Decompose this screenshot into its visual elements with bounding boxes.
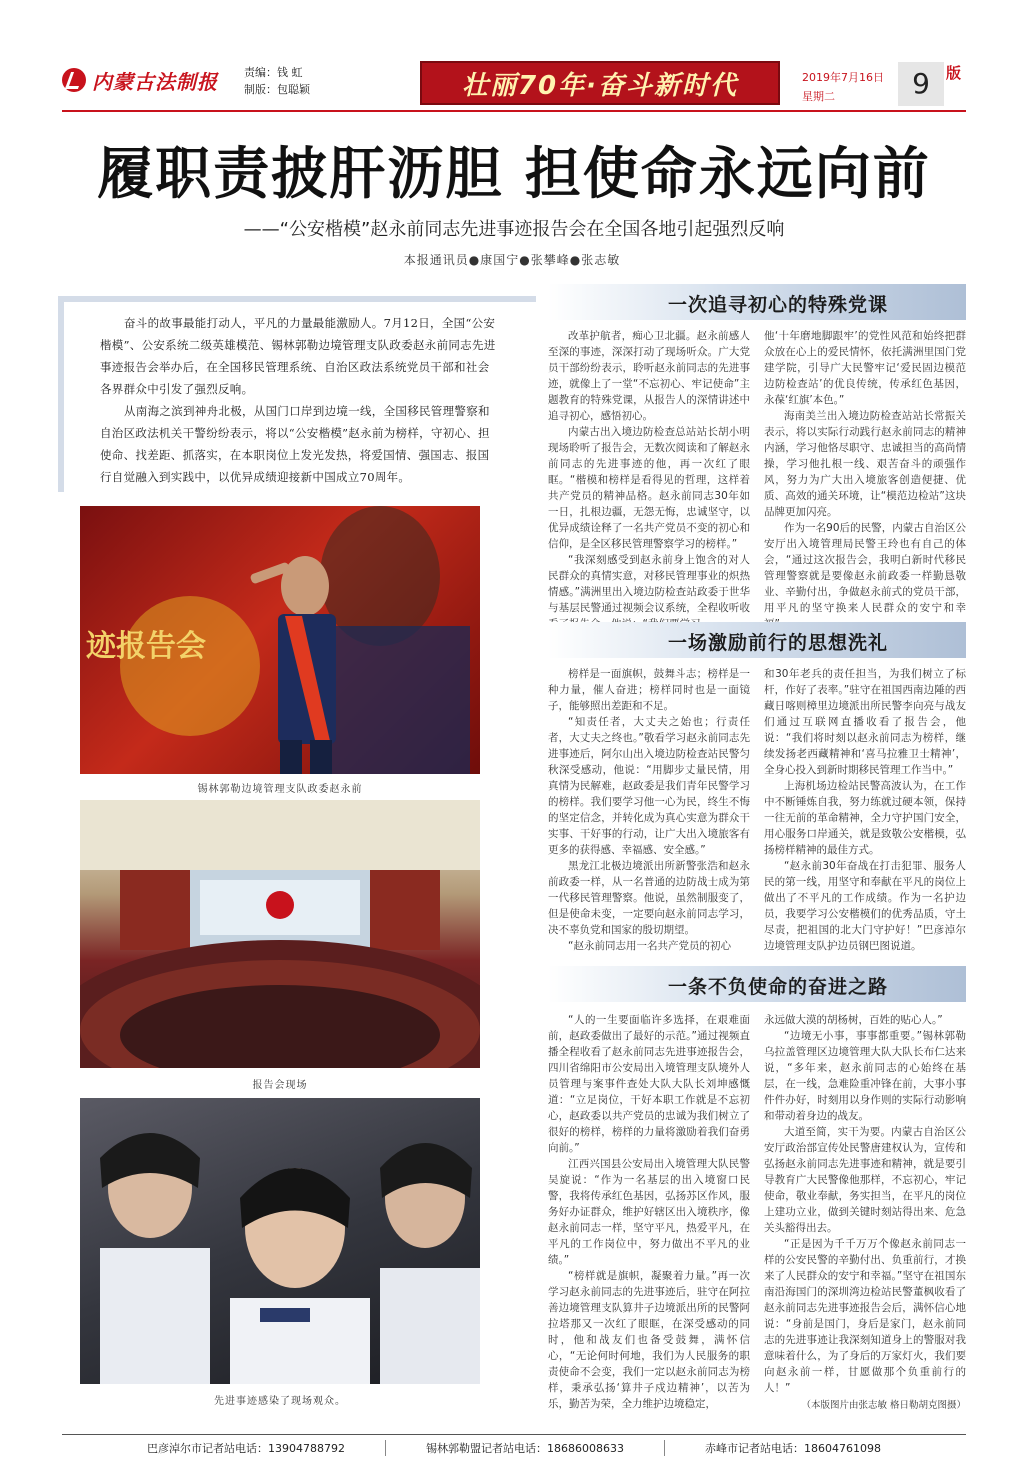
footer-separator <box>664 1440 665 1456</box>
footer-divider <box>62 1434 966 1435</box>
section-column <box>548 328 750 632</box>
page-label: 版 <box>946 64 962 82</box>
paragraph: 永远做大漠的胡杨树，百姓的贴心人。” <box>764 1014 943 1026</box>
paragraph: 改革护航者，痴心卫北疆。赵永前感人至深的事迹，深深打动了现场听众。广大党员干部纷纷表示，聆听赵永前同志的先进事迹，就像上了一堂“不忘初心、牢记使命”主题教育的特殊党课，从报告人的深情讲述中追寻初心，感悟初心。 <box>548 330 750 422</box>
photo-caption: 先进事迹感染了现场观众。 <box>214 1396 346 1407</box>
section-header <box>548 284 966 320</box>
editor-name: 责编：钱 虹 <box>244 66 303 79</box>
paragraph: “边境无小事，事事都重要。”锡林郭勒乌拉盖管理区边境管理大队大队长布仁达来说，“多年来，赵永前同志的心始终在基层，在一线，急难险重冲锋在前，大事小事件件办好，时刻用以身作则的实际行动影响和带动着身边的战友。 <box>764 1030 966 1122</box>
section-title: 一场激励前行的思想洗礼 <box>667 632 888 654</box>
photo-auditorium-illustration <box>80 800 480 1068</box>
photo-audience <box>80 1098 480 1384</box>
paragraph: 江西兴国县公安局出入境管理大队民警吴旋说：“作为一名基层的出入境窗口民警，我将传承红色基因，弘扬苏区作风，服务好办证群众，维护好辖区出入境秩序，像赵永前同志一样，坚守平凡，热爱平凡，在平凡的工作岗位中，努力做出不平凡的业绩。” <box>548 1158 750 1266</box>
section-column <box>764 666 966 954</box>
footer-contact: 赤峰市记者站电话：18604761098 <box>704 1442 881 1455</box>
issue-date-block <box>802 68 884 106</box>
footer-separator <box>385 1440 386 1456</box>
paragraph: 上海机场边检站民警高波认为，在工作中不断锤炼自我，努力练就过硬本领，保持一往无前的革命精神，全力守护国门安全，用心服务口岸通关，就是致敬公安楷模，弘扬榜样精神的最佳方式。 <box>764 780 966 856</box>
section-column <box>548 666 750 954</box>
page-number: 9 <box>898 62 944 106</box>
paragraph: 他‘十年磨地脚跟牢’的党性风范和始终把群众放在心上的爱民情怀，依托满洲里国门党建学院，引导广大民警牢记‘爱民固边模范边防检查站’的优良传统，传承红色基因，永葆‘红旗’本色。” <box>764 330 966 406</box>
photo-saluting-officer <box>80 506 480 774</box>
paragraph: “榜样就是旗帜，凝聚着力量。”再一次学习赵永前同志的先进事迹后，驻守在阿拉善边境管理支队算井子边境派出所的民警阿拉塔那又一次红了眼眶，在深受感动的同时，他和战友们也备受鼓舞，满怀信心，“无论何时何地，我们为人民服务的职责使命不会变，我们一定以赵永前同志为榜样，秉承弘扬‘算井子戍边精神’，以苦为乐，勤苦为荣，全力维护边境稳定， <box>548 1270 750 1410</box>
paragraph: “赵永前30年奋战在打击犯罪、服务人民的第一线，用坚守和奉献在平凡的岗位上做出了不平凡的工作成绩。作为一名护边员，我要学习公安楷模们的优秀品质，守土尽责，把祖国的北大门守护好！”巴彦淖尔边境管理支队护边员钢巴图说道。 <box>764 860 966 952</box>
section-column <box>764 1012 966 1414</box>
theme-banner-text: 壮丽70年·奋斗新时代 <box>461 70 739 101</box>
article-subheadline: ——“公安楷模”赵永前同志先进事迹报告会在全国各地引起强烈反响 <box>243 219 785 240</box>
article-byline: 本报通讯员●康国宁●张攀峰●张志敏 <box>403 253 621 267</box>
paragraph: “正是因为千千万万个像赵永前同志一样的公安民警的辛勤付出、负重前行，才换来了人民群众的安宁和幸福。”坚守在祖国东南沿海国门的深圳湾边检站民警董枫收看了赵永前同志先进事迹报告会后，满怀信心地说：“身前是国门，身后是家门，赵永前同志的先进事迹让我深刻知道身上的警服对我意味着什么，为了身后的万家灯火，我们要向赵永前一样，甘愿做那个负重前行的人！” <box>764 1238 966 1394</box>
footer-contact: 巴彦淖尔市记者站电话：13904788792 <box>147 1442 345 1455</box>
photo-stage-banner-text: 迹报告会 <box>86 629 206 664</box>
paragraph: 海南美兰出入境边防检查站站长常振关表示，将以实际行动践行赵永前同志的精神内涵，学习他恪尽职守、忠诚担当的高尚情操，学习他扎根一线、艰苦奋斗的顽强作风，努力为广大出入境旅客创造便捷、优质、高效的通关环境，让“模范边检站”这块品牌更加闪亮。 <box>764 410 966 518</box>
paragraph: 和30年老兵的责任担当，为我们树立了标杆，作好了表率。”驻守在祖国西南边陲的西藏日喀则樟里边境派出所民警李向亮与战友们通过互联网直播收看了报告会，他说：“我们将时刻以赵永前同志为榜样，继续发扬老西藏精神和‘喜马拉雅卫士精神’，全身心投入到新时期移民管理工作当中。” <box>764 668 966 776</box>
paragraph: 内蒙古出入境边防检查总站站长胡小明现场聆听了报告会，无数次阅读和了解赵永前同志的先进事迹的他，再一次红了眼眶。“楷模和榜样是看得见的哲理，这样着共产党员的精神品格。赵永前同志30年如一日，扎根边疆，无怨无悔，忠诚坚守，以优异成绩诠释了一名共产党员不变的初心和信仰，是全区移民管理警察学习的榜样。” <box>548 426 750 550</box>
section-column <box>764 328 966 632</box>
photo-caption: 报告会现场 <box>252 1080 308 1091</box>
issue-date: 2019年7月16日 <box>802 71 884 84</box>
photo-audience-illustration <box>80 1098 480 1384</box>
article-headline: 履职责披肝沥胆 担使命永远向前 <box>97 141 931 207</box>
section-title: 一次追寻初心的特殊党课 <box>667 294 888 316</box>
theme-banner <box>420 61 780 105</box>
paragraph: “赵永前同志用一名共产党员的初心 <box>568 940 731 952</box>
article-intro <box>100 312 500 488</box>
paragraph: “人的一生要面临许多选择，在艰难面前，赵政委做出了最好的示范。”通过视频直播全程收看了赵永前同志先进事迹报告会，四川省绵阳市公安局出入境管理支队境外人员管理与案事件查处大队大队长刘坤感慨道：“立足岗位，干好本职工作就是不忘初心，赵政委以共产党员的忠诚为我们树立了很好的榜样，榜样的力量将激励着我们奋勇向前。” <box>548 1014 750 1154</box>
photo-auditorium <box>80 800 480 1068</box>
section-header <box>548 966 966 1002</box>
photo-saluting-officer-illustration <box>80 506 480 774</box>
designer-name: 制版：包聪颖 <box>244 83 310 96</box>
intro-paragraph: 奋斗的故事最能打动人，平凡的力量最能激励人。7月12日，全国“公安楷模”、公安系统二级英雄模范、锡林郭勒边境管理支队政委赵永前同志先进事迹报告会举办后，在全国移民管理系统、自治区政法系统党员干部和社会各界群众中引发了强烈反响。 <box>100 316 496 396</box>
footer-contacts <box>62 1440 966 1456</box>
paragraph: 大道至简，实干为要。内蒙古自治区公安厅政治部宣传处民警唐建权认为，宣传和弘扬赵永前同志先进事迹和精神，就是要引导教育广大民警像他那样，不忘初心，牢记使命，敬业奉献，务实担当，在平凡的岗位上建功立业，做到关键时刻站得出来、危急关头豁得出去。 <box>764 1126 966 1234</box>
newspaper-emblem-icon <box>62 68 86 92</box>
logo-text: 内蒙古法制报 <box>92 69 218 94</box>
masthead-divider <box>62 110 966 112</box>
paragraph: 黑龙江北极边境派出所新警张浩和赵永前政委一样，从一名普通的边防战士成为第一代移民管理警察。他说，虽然制服变了，但是使命未变，一定要向赵永前同志学习，决不辜负党和国家的殷切期望。 <box>548 860 750 936</box>
section-header <box>548 622 966 658</box>
paragraph: “我深刻感受到赵永前身上饱含的对人民群众的真情实意，对移民管理事业的炽热情感。”满洲里出入境边防检查站政委于世华与基层民警通过视频会议系统，全程收听收 <box>548 554 750 614</box>
section-column <box>548 1012 750 1412</box>
photo-caption: 锡林郭勒边境管理支队政委赵永前 <box>197 784 363 795</box>
issue-weekday: 星期二 <box>802 90 835 103</box>
paragraph: “知责任者，大丈夫之始也；行责任者，大丈夫之终也。”敬看学习赵永前同志先进事迹后，阿尔山出入境边防检查站民警匀秋深受感动，他说：“用脚步丈量民情，用真情为民解难，赵政委是我们青年民警学习的榜样。我们要学习他一心为民，终生不悔的坚定信念，并转化成为真心实意为群众干实事、干好事的行动，让广大出入境旅客有更多的获得感、幸福感、安全感。” <box>548 716 750 856</box>
paragraph: 榜样是一面旗帜，鼓舞斗志；榜样是一种力量，催人奋进；榜样同时也是一面镜子，能够照出差距和不足。 <box>548 668 750 712</box>
photo-credit: （本版图片由张志敏 格日勒胡克图摄） <box>801 1400 966 1411</box>
paragraph: 作为一名90后的民警，内蒙古自治区公安厅出入境管理局民警王玲也有自己的体会，“通过这次报告会，我明白新时代移民管理警察就是要像赵永前政委一样勤恳敬业、辛勤付出，争做赵永前式的党员干部，用平凡的坚守换来人民群众的安宁和幸 <box>764 522 966 614</box>
editor-credits <box>244 64 310 98</box>
section-title: 一条不负使命的奋进之路 <box>667 976 888 998</box>
intro-paragraph: 从南海之滨到神舟北极，从国门口岸到边境一线，全国移民管理警察和自治区政法机关干警纷纷表示，将以“公安楷模”赵永前为榜样，守初心、担使命、找差距、抓落实，在本职岗位上发光发热，将爱国情、强国志、报国行自觉融入到实践中，以优异成绩迎接新中国成立70周年。 <box>100 404 490 484</box>
newspaper-logo <box>62 62 222 98</box>
footer-contact: 锡林郭勒盟记者站电话：18686008633 <box>426 1442 624 1455</box>
